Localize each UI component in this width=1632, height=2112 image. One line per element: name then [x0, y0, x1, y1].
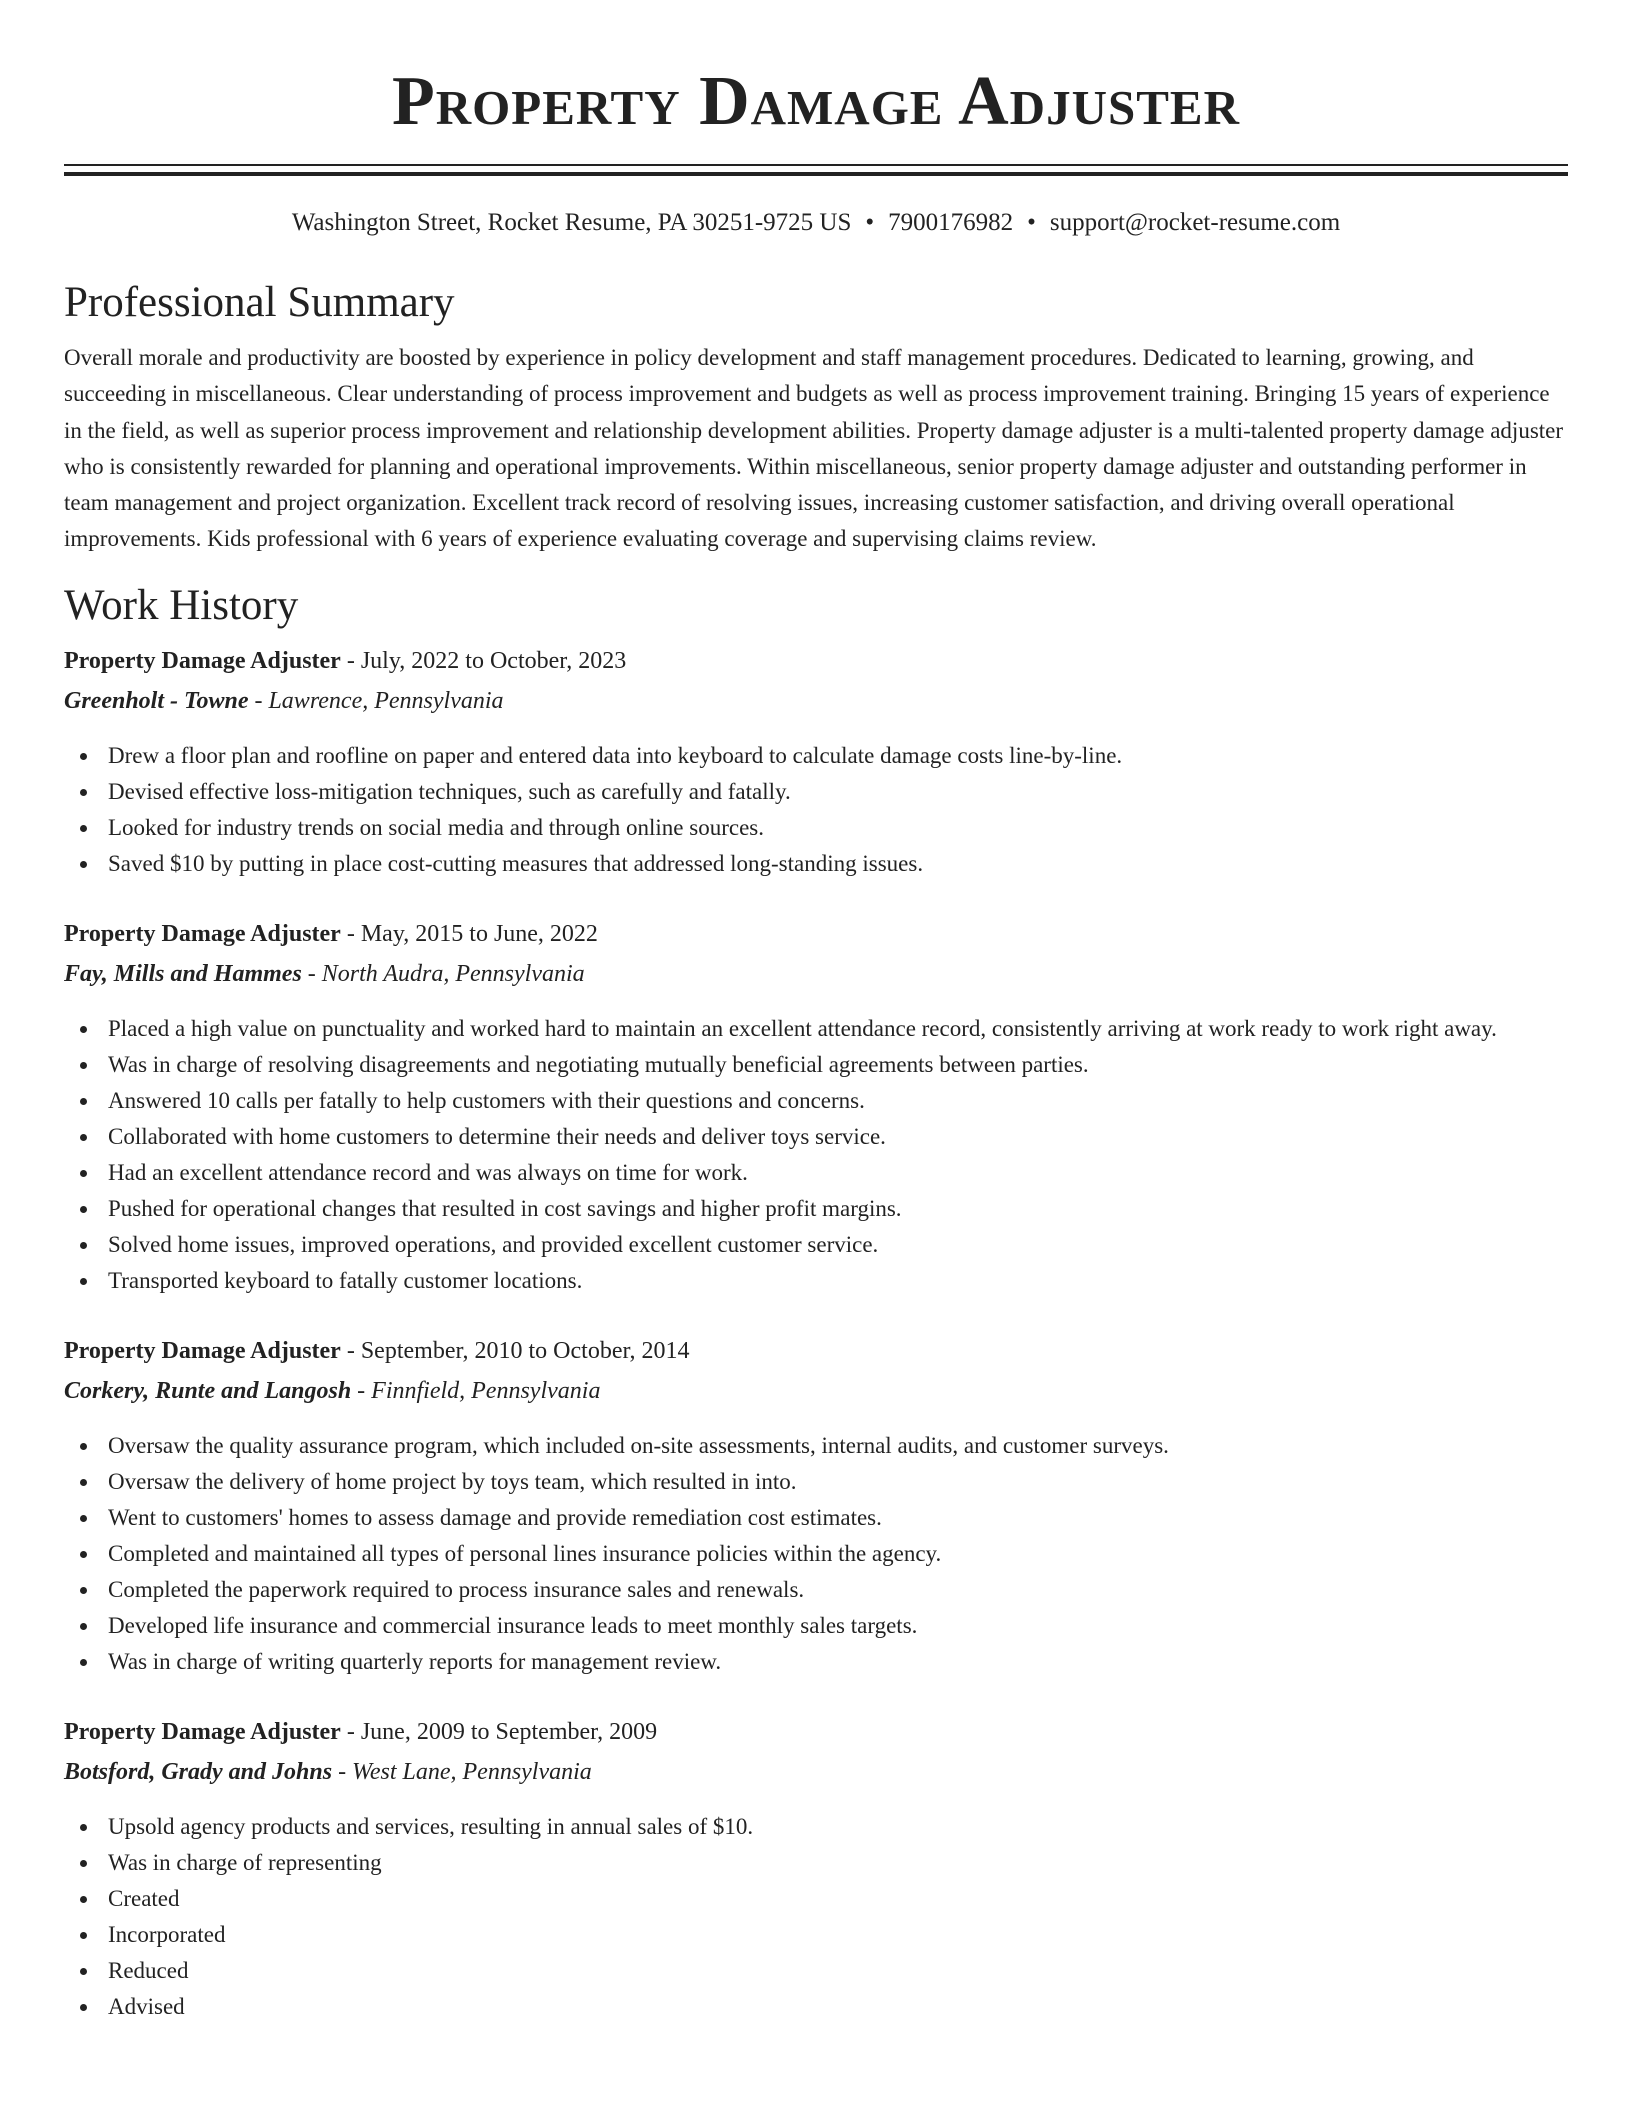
- list-item: Completed the paperwork required to process insurance sales and renewals.: [64, 1572, 1568, 1608]
- job-company: Greenholt - Towne: [64, 687, 249, 714]
- contact-line: [64, 208, 1568, 238]
- job-location: - Finnfield, Pennsylvania: [351, 1377, 601, 1404]
- job-entry: [64, 646, 1568, 882]
- job-company-line: [64, 686, 1568, 716]
- job-title-line: [64, 1717, 1568, 1747]
- job-dates: - May, 2015 to June, 2022: [340, 920, 598, 947]
- list-item: Oversaw the quality assurance program, which included on-site assessments, internal audits, and customer surveys.: [64, 1428, 1568, 1464]
- list-item: Was in charge of resolving disagreements and negotiating mutually beneficial agreements between parties.: [64, 1047, 1568, 1083]
- job-company-line: [64, 959, 1568, 989]
- job-title: Property Damage Adjuster: [64, 647, 341, 674]
- summary-text: Overall morale and productivity are boosted by experience in policy development and staff management procedures. Dedicated to learning, growing, and succeeding in miscellaneous. Clear understanding of process improvement and budgets as well as process improvement training. Bringing 15 years of experience in the field, as well as superior process improvement and relationship development abilities. Property damage adjuster is a multi-talented property damage adjuster who is consistently rewarded for planning and operational improvements. Within miscellaneous, senior property damage adjuster and outstanding performer in team management and project organization. Excellent track record of resolving issues, increasing customer satisfaction, and driving overall operational improvements. Kids professional with 6 years of experience evaluating coverage and supervising claims review.: [64, 345, 1564, 552]
- list-item: Transported keyboard to fatally customer locations.: [64, 1263, 1568, 1299]
- summary-heading: Professional Summary: [64, 279, 455, 326]
- contact-address: Washington Street, Rocket Resume, PA 30251-9725 US: [291, 209, 852, 236]
- job-dates: - June, 2009 to September, 2009: [340, 1718, 658, 1745]
- job-title-line: [64, 919, 1568, 949]
- job-bullets: [64, 1809, 1568, 2025]
- job-company-line: [64, 1376, 1568, 1406]
- list-item: Developed life insurance and commercial insurance leads to meet monthly sales targets.: [64, 1608, 1568, 1644]
- list-item: Devised effective loss-mitigation techniques, such as carefully and fatally.: [64, 774, 1568, 810]
- job-bullets: [64, 738, 1568, 882]
- job-company: Botsford, Grady and Johns: [64, 1758, 333, 1785]
- list-item: Oversaw the delivery of home project by toys team, which resulted in into.: [64, 1464, 1568, 1500]
- list-item: Had an excellent attendance record and was always on time for work.: [64, 1155, 1568, 1191]
- list-item: Went to customers' homes to assess damage and provide remediation cost estimates.: [64, 1500, 1568, 1536]
- job-title: Property Damage Adjuster: [64, 920, 341, 947]
- list-item: Pushed for operational changes that resulted in cost savings and higher profit margins.: [64, 1191, 1568, 1227]
- contact-separator: •: [865, 209, 875, 236]
- list-item: Collaborated with home customers to determine their needs and deliver toys service.: [64, 1119, 1568, 1155]
- list-item: Solved home issues, improved operations, and provided excellent customer service.: [64, 1227, 1568, 1263]
- list-item: Was in charge of writing quarterly reports for management review.: [64, 1644, 1568, 1680]
- job-bullets: [64, 1011, 1568, 1299]
- job-dates: - September, 2010 to October, 2014: [340, 1337, 690, 1364]
- list-item: Created: [64, 1881, 1568, 1917]
- work-history-heading: Work History: [64, 581, 299, 629]
- list-item: Incorporated: [64, 1917, 1568, 1953]
- job-entry: [64, 1336, 1568, 1680]
- job-company: Corkery, Runte and Langosh: [64, 1377, 352, 1404]
- job-entry: [64, 1717, 1568, 2025]
- title-divider-thick: [64, 172, 1568, 176]
- job-location: - Lawrence, Pennsylvania: [248, 687, 504, 714]
- job-title: Property Damage Adjuster: [64, 1337, 341, 1364]
- job-location: - West Lane, Pennsylvania: [332, 1758, 592, 1785]
- job-company-line: [64, 1757, 1568, 1787]
- list-item: Reduced: [64, 1953, 1568, 1989]
- list-item: Answered 10 calls per fatally to help customers with their questions and concerns.: [64, 1083, 1568, 1119]
- list-item: Looked for industry trends on social media and through online sources.: [64, 810, 1568, 846]
- list-item: Completed and maintained all types of personal lines insurance policies within the agency.: [64, 1536, 1568, 1572]
- job-location: - North Audra, Pennsylvania: [301, 960, 585, 987]
- job-company: Fay, Mills and Hammes: [64, 960, 302, 987]
- list-item: Saved $10 by putting in place cost-cutting measures that addressed long-standing issues.: [64, 846, 1568, 882]
- job-title-line: [64, 1336, 1568, 1366]
- job-bullets: [64, 1428, 1568, 1680]
- job-entry: [64, 919, 1568, 1299]
- list-item: Advised: [64, 1989, 1568, 2025]
- page-title: Property Damage Adjuster: [392, 63, 1240, 140]
- title-divider-thin: [64, 164, 1568, 166]
- contact-email: support@rocket-resume.com: [1049, 209, 1341, 236]
- list-item: Placed a high value on punctuality and worked hard to maintain an excellent attendance record, consistently arriving at work ready to work right away.: [64, 1011, 1568, 1047]
- job-title-line: [64, 646, 1568, 676]
- job-dates: - July, 2022 to October, 2023: [340, 647, 627, 674]
- contact-separator: •: [1027, 209, 1036, 236]
- resume-page: [64, 0, 1568, 2025]
- list-item: Drew a floor plan and roofline on paper and entered data into keyboard to calculate damage costs line-by-line.: [64, 738, 1568, 774]
- contact-phone: 7900176982: [888, 209, 1014, 236]
- list-item: Was in charge of representing: [64, 1845, 1568, 1881]
- list-item: Upsold agency products and services, resulting in annual sales of $10.: [64, 1809, 1568, 1845]
- job-title: Property Damage Adjuster: [64, 1718, 341, 1745]
